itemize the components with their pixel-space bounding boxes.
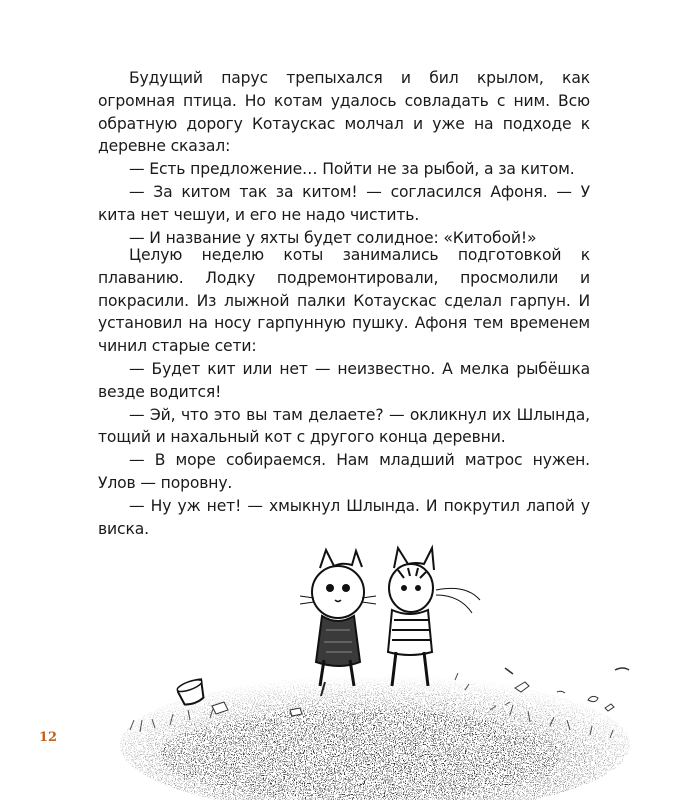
dialogue-line: — Ну уж нет! — хмыкнул Шлында. И покрутил лапой у виска. [98,496,590,538]
text-block-2 [98,244,590,540]
dialogue-line: — За китом так за китом! — согласился Афоня. — У кита нет чешуи, и его не надо чистить. [98,182,590,224]
dialogue-line: — Есть предложение… Пойти не за рыбой, а за китом. [129,160,575,179]
cats-illustration [110,540,630,800]
page-number: 12 [39,730,58,745]
paragraph: Будущий парус трепыхался и бил крылом, как огромная птица. Но котам удалось совладать с ним. Всю обратную дорогу Котаускас молчал и уже на подходе к деревне сказал: [98,69,590,156]
dialogue-line: — И название у яхты будет солидное: «Китобой!» [129,228,537,247]
cat-afonya [388,548,480,686]
text-block-1 [98,67,590,249]
cat-kotauskas [300,550,376,686]
paragraph: Целую неделю коты занимались подготовкой к плаванию. Лодку подремонтировали, просмолили и покрасили. Из лыжной палки Котаускас сделал гарпун. И установил на носу гарпунную пушку. Афоня тем временем чинил старые сети: [98,246,590,356]
dialogue-line: — Эй, что это вы там делаете? — окликнул их Шлында, тощий и нахальный кот с другого конца деревни. [98,405,590,447]
dialogue-line: — Будет кит или нет — неизвестно. А мелка рыбёшка везде водится! [98,359,590,401]
dialogue-line: — В море собираемся. Нам младший матрос нужен. Улов — поровну. [98,451,590,492]
